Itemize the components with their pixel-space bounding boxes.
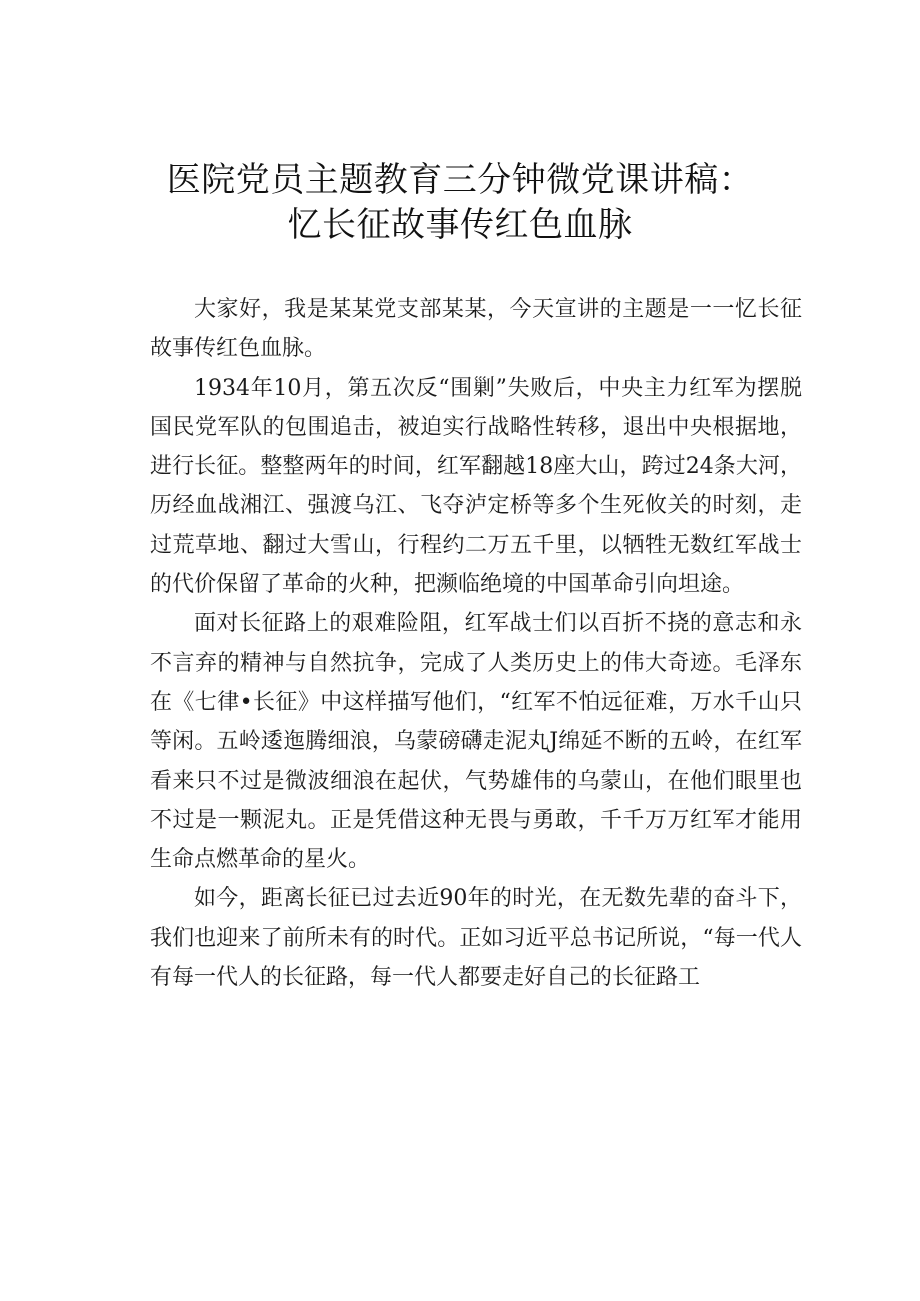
paragraph-today: 如今，距离长征已过去近90年的时光，在无数先辈的奋斗下，我们也迎来了前所未有的时代。正如习近平总书记所说，“每一代人有每一代人的长征路，每一代人都要走好自己的长征路工 bbox=[150, 886, 802, 991]
paragraph-greeting: 大家好，我是某某党支部某某，今天宣讲的主题是一一忆长征故事传红色血脉。 bbox=[150, 297, 802, 362]
paragraph-history: 1934年10月，第五次反“围剿”失败后，中央主力红军为摆脱国民党军队的包围追击，被迫实行战略性转移，退出中央根据地，进行长征。整整两年的时间，红军翻越18座大山，跨过24条大河，历经血战湘江、强渡乌江、飞夺泸定桥等多个生死攸关的时刻，走过荒草地、翻过大雪山，行程约二万五千里，以牺牲无数红军战士的代价保留了革命的火种，把濒临绝境的中国革命引向坦途。 bbox=[150, 375, 802, 598]
paragraph-spirit: 面对长征路上的艰难险阻，红军战士们以百折不挠的意志和永不言弃的精神与自然抗争，完成了人类历史上的伟大奇迹。毛泽东在《七律•长征》中这样描写他们，“红军不怕远征难，万水千山只等闲。五岭逶迤腾细浪，乌蒙磅礴走泥丸J绵延不断的五岭，在红军看来只不过是微波细浪在起伏，气势雄伟的乌蒙山，在他们眼里也不过是一颗泥丸。正是凭借这种无畏与勇敢，千千万万红军才能用生命点燃革命的星火。 bbox=[150, 611, 802, 873]
document-body bbox=[150, 290, 802, 997]
document-title-line-2: 忆长征故事传红色血脉 bbox=[287, 205, 633, 245]
document-title-line-1: 医院党员主题教育三分钟微党课讲稿： bbox=[166, 160, 754, 200]
